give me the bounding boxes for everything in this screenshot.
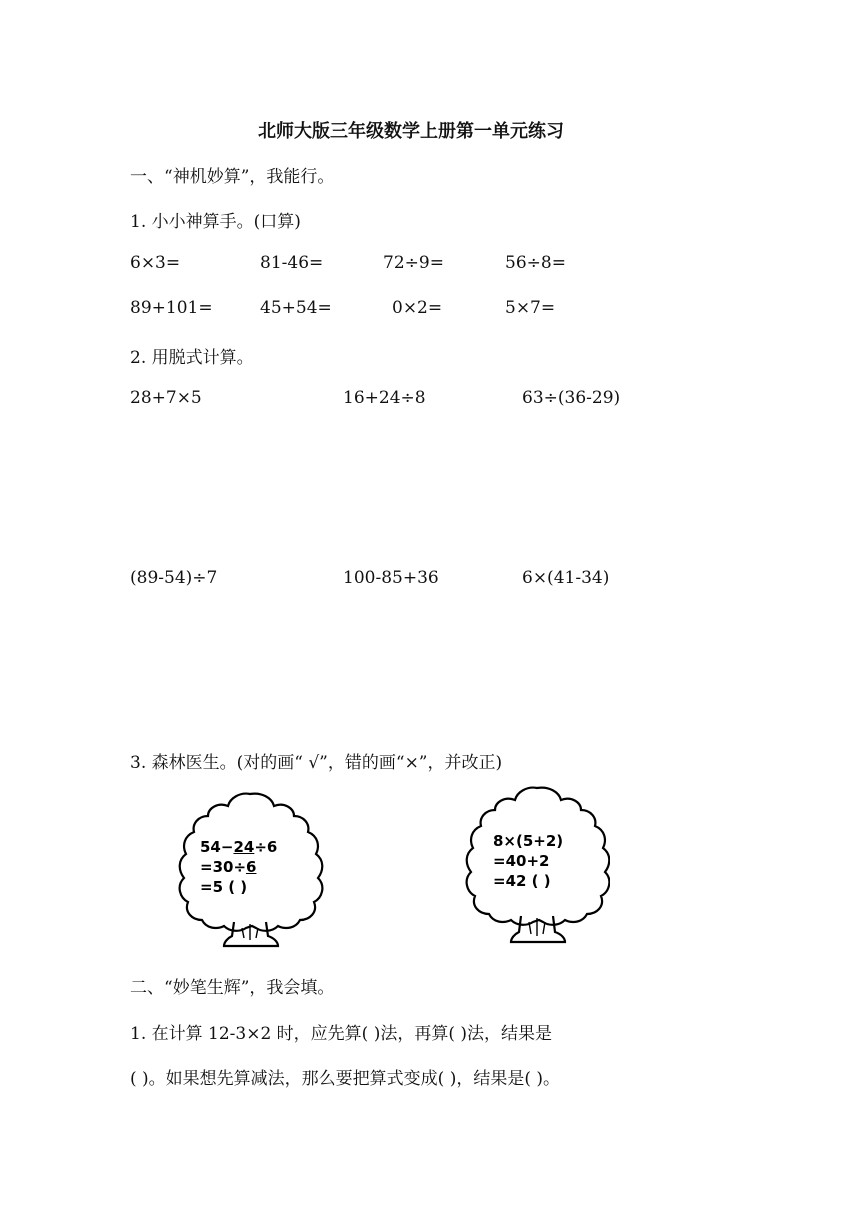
question-1-heading: 1. 小小神算手。(口算) — [130, 212, 301, 232]
oral-calc-item: 6×3= — [130, 253, 181, 273]
oral-calc-item: 56÷8= — [505, 253, 566, 273]
oral-calc-item: 0×2= — [392, 298, 443, 318]
fill-blank-line-1: 1. 在计算 12-3×2 时，应先算( )法，再算( )法，结果是 — [130, 1024, 553, 1044]
stepwise-calc-item: 16+24÷8 — [343, 388, 426, 408]
tree-1 — [170, 790, 330, 955]
oral-calc-item: 5×7= — [505, 298, 556, 318]
tree-2-line-2: =40+2 — [493, 852, 550, 870]
section-2-heading: 二、“妙笔生辉”，我会填。 — [130, 978, 335, 998]
stepwise-calc-item: 28+7×5 — [130, 388, 202, 408]
oral-calc-item: 81-46= — [260, 253, 324, 273]
question-2-heading: 2. 用脱式计算。 — [130, 348, 254, 368]
tree-2-line-1: 8×(5+2) — [493, 832, 564, 850]
oral-calc-item: 72÷9= — [383, 253, 444, 273]
page-title: 北师大版三年级数学上册第一单元练习 — [258, 121, 564, 142]
stepwise-calc-item: (89-54)÷7 — [130, 568, 218, 588]
oral-calc-item: 45+54= — [260, 298, 332, 318]
question-3-heading: 3. 森林医生。(对的画“ √”，错的画“×”，并改正) — [130, 753, 503, 773]
stepwise-calc-item: 100-85+36 — [343, 568, 439, 588]
section-1-heading: 一、“神机妙算”，我能行。 — [130, 167, 335, 187]
stepwise-calc-item: 6×(41-34) — [522, 568, 610, 588]
tree-1-line-1: 54−24÷6 — [200, 838, 278, 856]
tree-1-line-2: =30÷6 — [200, 858, 257, 876]
tree-1-line-3: =5 ( ) — [200, 878, 248, 896]
tree-2 — [465, 784, 610, 949]
tree-2-line-3: =42 ( ) — [493, 872, 551, 890]
fill-blank-line-2: ( )。如果想先算减法，那么要把算式变成( )，结果是( )。 — [130, 1069, 561, 1089]
oral-calc-item: 89+101= — [130, 298, 213, 318]
stepwise-calc-item: 63÷(36-29) — [522, 388, 621, 408]
